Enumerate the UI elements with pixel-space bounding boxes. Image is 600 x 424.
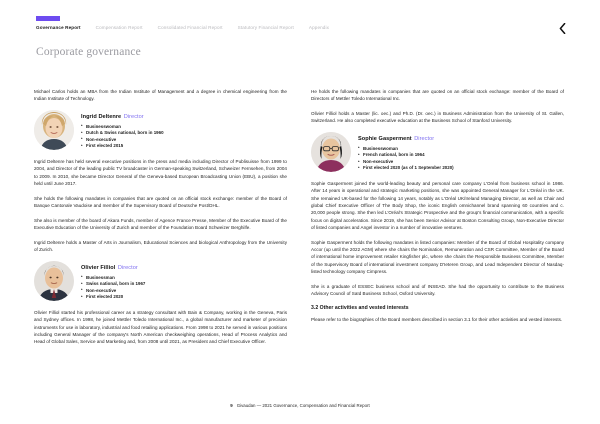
paragraph-gasperment-career: Sophie Gasperment joined the world-leading beauty and personal care company L'Oréal from business school in 1986. After 14 years in operational and strategic marketing positions, she was appointed General Manager for L'Oréal in the UK. She remained UK-based for the following 14 years, notably as L'Oréal UK/Ireland Managing Director, as well as Chair and global Chief Executive Officer of The Body Shop, the iconic English omnichannel brand spanning 60 countries and c. 20,000 people strong. She then led L'Oréal's Strategic Prospective and the group's financial communication, with a specific focus on digital acceleration. Since 2019, she has been Senior Advisor at Boston Consulting Group, Non-Executive Director of listed companies and Angel investor in a number of innovative ventures. [311,181,564,230]
tab-governance-report[interactable]: Governance Report [36,25,81,30]
list-item: • French national, born in 1964 [358,152,454,159]
paragraph-deltenre-education: Ingrid Deltenre holds a Master of Arts in Journalism, Educational Sciences and biological Anthropology from the University of Zurich. [34,239,287,253]
tab-statutory-financial-report[interactable]: Statutory Financial Report [237,25,294,30]
person-role: Director [123,114,144,121]
person-role: Director [117,265,138,272]
paragraph-deltenre-listed-mandates: She holds the following mandates in companies that are quoted on an official stock exchange: member of the Board of Banque Cantonale Vaudoise and member of the Supervisory Board of Deutsche Post/DHL. [34,195,287,209]
person-role: Director [414,136,435,143]
avatar [311,132,351,172]
brand-logo-mark [36,16,60,21]
two-column-content [0,88,600,388]
avatar [34,110,74,150]
left-column [34,88,287,388]
person-name [358,135,454,143]
person-card-ingrid-deltenre [34,110,287,150]
list-item: • Businesswoman [358,146,454,153]
person-card-olivier-filliol [34,261,287,301]
person-name [81,113,164,121]
paragraph-deltenre-other-boards: She also is member of the board of Akara Funds, member of Agence France Presse, Member of the Executive Board of the Executive Education of the University of Zurich and member of the Foundation Board Schweizer Berghilfe. [34,217,287,231]
tab-compensation-report[interactable]: Compensation Report [95,25,143,30]
paragraph-michael-carlos-education: Michael Carlos holds an MBA from the Indian Institute of Management and a degree in chemical engineering from the Indian Institute of Technology. [34,89,287,102]
person-name-text: Sophie Gasperment [358,136,412,143]
page-number: 9 [230,403,233,408]
paragraph-filliol-career: Olivier Filliol started his professional career as a strategy consultant with Bain & Company, working in the Geneva, Paris and Sydney offices. In 1998, he joined Mettler Toledo International Inc., a global manufacturer and marketer of precision instruments for use in laboratory, industrial and food retailing applications. From 1998 to 2021 he served in various positions including General Manager of the company's North American checkweighing operations, Head of Process Analytics and Head of Global Sales, Service and Marketing and, from 2008 until 2021, as President and Chief Executive Officer. [34,310,287,345]
top-navigation-bar [0,0,600,38]
avatar [34,261,74,301]
person-facts-list [358,146,454,172]
report-tabs [36,24,329,31]
list-item: • Non-executive [81,137,164,144]
paragraph-deltenre-career: Ingrid Deltenre has held several executive positions in the press and media including Director of Publisuisse from 1999 to 2004, and Director of the leading public TV broadcaster in German-speaking Switzerland, Schweizer Fernsehen, from 2004 to 2009. In 2010, she became Director General of the Geneva-based European Broadcasting Union (EBU), a position she held until June 2017. [34,159,287,186]
list-item: • Businesswoman [81,124,164,131]
person-facts-list [81,275,145,301]
person-name-text: Olivier Filliol [81,265,116,272]
tab-consolidated-financial-report[interactable]: Consolidated Financial Report [157,25,223,30]
person-name [81,264,145,272]
list-item: • Non-executive [81,288,145,295]
list-item: • Businessman [81,275,145,282]
list-item: • Dutch & Swiss national, born in 1960 [81,130,164,137]
person-name-text: Ingrid Deltenre [81,114,122,121]
list-item: • First elected 2020 (as of 1 September 2020) [358,165,454,172]
person-details [358,132,454,172]
list-item: • First elected 2015 [81,143,164,150]
section-heading-other-activities: 3.2 Other activities and vested interests [311,305,409,312]
page-title: Corporate governance [36,46,141,58]
paragraph-filliol-education: Olivier Filliol holds a Master (lic. oec.) and Ph.D. (Dr. oec.) in Business Administration from the University of St. Gallen, Switzerland. He also completed executive education at the Business School of Stanford University. [311,111,564,124]
page-footer [0,403,600,408]
list-item: • Non-executive [358,159,454,166]
chevron-left-icon[interactable] [556,22,568,34]
person-card-sophie-gasperment [311,132,564,172]
footer-text: Givaudan — 2021 Governance, Compensation and Financial Report [236,403,370,408]
person-details [81,110,164,150]
paragraph-gasperment-listed-mandates: Sophie Gasperment holds the following mandates in listed companies: Member of the Board of Global Hospitality company Accor (up until the 2022 AGM) where she chairs the Nomination, Remuneration and CSR Committee, Member of the Board of international home improvement retailer Kingfisher plc, where she chairs the Responsible Business Committee, Member of the Supervisory Board of international investment company D'Ieteren Group, and Lead Independent Director of Nasdaq-listed technology company Cimpress. [311,239,564,274]
person-details [81,261,145,301]
paragraph-gasperment-education: She is a graduate of ESSEC business school and of INSEAD. She had the opportunity to contribute to the Business Advisory Council of Saïd Business School, Oxford University. [311,283,564,297]
list-item: • Swiss national, born in 1967 [81,281,145,288]
paragraph-other-activities: Please refer to the biographies of the Board members described in section 3.1 for their other activities and vested interests. [311,317,563,323]
person-facts-list [81,124,164,150]
tab-appendix[interactable]: Appendix [308,25,330,30]
paragraph-filliol-listed-mandates: He holds the following mandates in companies that are quoted on an official stock exchange: member of the Board of Directors of Mettler Toledo International Inc. [311,89,564,102]
right-column [311,88,564,388]
list-item: • First elected 2020 [81,294,145,301]
